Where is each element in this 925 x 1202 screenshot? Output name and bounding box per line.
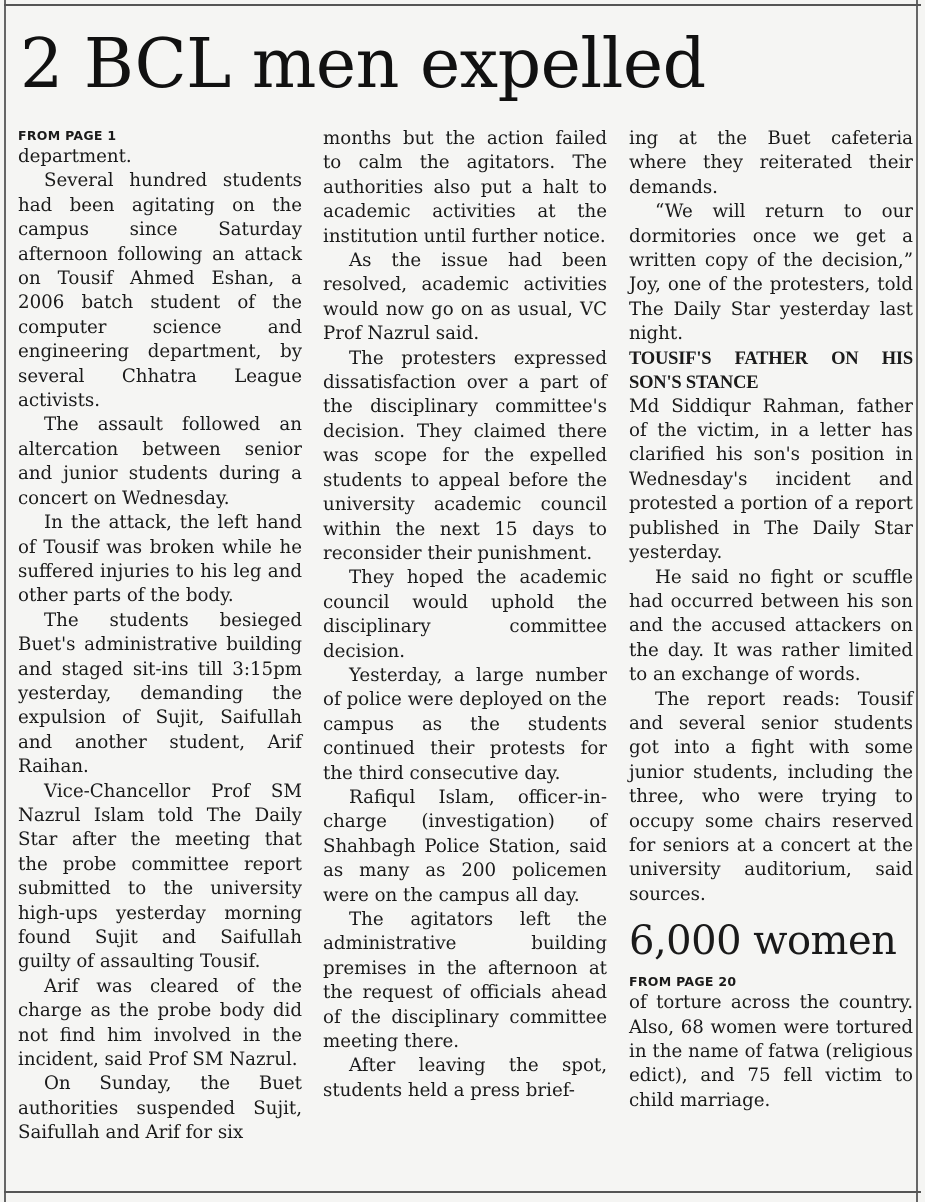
paragraph: department. <box>18 146 132 167</box>
article-column-3 <box>629 127 913 1113</box>
bottom-rule <box>4 1191 921 1193</box>
paragraph: The report reads: Tousif and several senior students got into a fight with some junior students, including the three, who were trying to occupy some chairs reserved for seniors at a concert at the university auditorium, said sources. <box>629 688 913 905</box>
article-column-1 <box>18 127 302 1146</box>
continuation-kicker-2: FROM PAGE 20 <box>629 974 737 990</box>
paragraph: The assault followed an altercation between senior and junior students during a concert on Wednesday. <box>18 414 302 509</box>
paragraph: In the attack, the left hand of Tousif was broken while he suffered injuries to his leg and other parts of the body. <box>18 512 302 607</box>
paragraph: They hoped the academic council would uphold the disciplinary committee decision. <box>323 567 607 662</box>
top-rule <box>4 4 921 6</box>
left-border <box>4 0 6 1202</box>
paragraph: He said no fight or scuffle had occurred between his son and the accused attackers on the day. It was rather limited to an exchange of words. <box>629 566 913 686</box>
article-column-2 <box>323 127 607 1103</box>
paragraph: ing at the Buet cafeteria where they reiterated their demands. <box>629 128 913 198</box>
paragraph: Several hundred students had been agitating on the campus since Saturday afternoon following an attack on Tousif Ahmed Eshan, a 2006 batch student of the computer science and engineering department, by several Chhatra League activists. <box>18 170 302 412</box>
paragraph: After leaving the spot, students held a press brief- <box>323 1055 607 1101</box>
paragraph: The students besieged Buet's administrative building and staged sit-ins till 3:15pm yesterday, demanding the expulsion of Sujit, Saifullah and another student, Arif Raihan. <box>18 609 302 778</box>
paragraph: The protesters expressed dissatisfaction over a part of the disciplinary committee's decision. They claimed there was scope for the expelled students to appeal before the university academic council within the next 15 days to reconsider their punishment. <box>323 347 607 564</box>
continuation-kicker: FROM PAGE 1 <box>18 128 117 143</box>
paragraph: The agitators left the administrative building premises in the afternoon at the request of officials ahead of the disciplinary committee meeting there. <box>323 909 607 1053</box>
paragraph: “We will return to our dormitories once we get a written copy of the decision,” Joy, one of the protesters, told The Daily Star yesterday last night. <box>629 201 913 345</box>
right-border <box>916 0 918 1202</box>
paragraph: months but the action failed to calm the agitators. The authorities also put a halt to academic activities at the institution until further notice. <box>323 128 607 247</box>
second-headline: 6,000 women <box>629 918 897 965</box>
paragraph: On Sunday, the Buet authorities suspended Sujit, Saifullah and Arif for six <box>18 1073 302 1144</box>
paragraph: Md Siddiqur Rahman, father of the victim, in a letter has clarified his son's position in Wednesday's incident and protested a portion of a report published in The Daily Star yesterday. <box>629 395 913 564</box>
paragraph: Yesterday, a large number of police were deployed on the campus as the students continued their protests for the third consecutive day. <box>323 664 607 784</box>
subheading: TOUSIF'S FATHER ON HIS SON'S STANCE <box>629 348 913 393</box>
paragraph: Arif was cleared of the charge as the probe body did not find him involved in the incident, said Prof SM Nazrul. <box>18 975 302 1071</box>
paragraph: Rafiqul Islam, officer-in-charge (investigation) of Shahbagh Police Station, said as many as 200 policemen were on the campus all day. <box>323 786 607 906</box>
paragraph: of torture across the country. Also, 68 women were tortured in the name of fatwa (religious edict), and 75 fell victim to child marriage. <box>629 992 913 1111</box>
headline: 2 BCL men expelled <box>20 25 706 104</box>
paragraph: Vice-Chancellor Prof SM Nazrul Islam told The Daily Star after the meeting that the probe committee report submitted to the university high-ups yesterday morning found Sujit and Saifullah guilty of assaulting Tousif. <box>18 780 302 973</box>
paragraph: As the issue had been resolved, academic activities would now go on as usual, VC Prof Nazrul said. <box>323 250 607 345</box>
